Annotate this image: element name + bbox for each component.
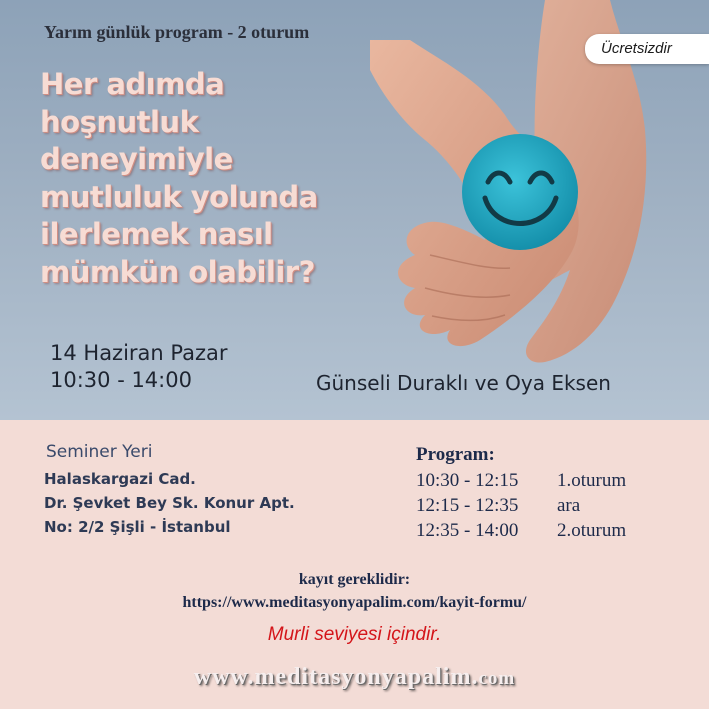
venue-label: Seminer Yeri [46,442,153,462]
event-time: 10:30 - 14:00 [50,368,192,392]
program-label: 1.oturum [557,470,627,491]
program-label: ara [557,495,581,516]
headline-line: ilerlemek nasıl [40,217,273,251]
program-title: Program: [416,444,495,465]
headline-line: hoşnutluk [40,104,199,139]
level-note: Murli seviyesi içindir. [267,624,442,645]
registration-link[interactable]: https://www.meditasyonyapalim.com/kayit-formu/ [182,594,527,611]
headline-line: mümkün olabilir? [40,254,315,289]
headline-line: deneyimiyle [40,142,233,176]
program-row [416,520,626,542]
venue-address-line: Dr. Şevket Bey Sk. Konur Apt. [44,494,295,512]
program-row [416,470,626,492]
venue-address-line: Halaskargazi Cad. [44,470,196,488]
website-tld: com [478,668,516,689]
registration-label: kayıt gereklidir: [298,571,411,588]
program-row [416,495,580,517]
program-type-line: Yarım günlük program - 2 oturum [44,22,310,42]
venue-address-line: No: 2/2 Şişli - İstanbul [44,518,231,536]
headline [40,66,380,291]
website-main: www.meditasyonyapalim. [193,664,479,690]
website-link[interactable] [0,664,709,691]
event-date: 14 Haziran Pazar [50,341,228,365]
program-time: 12:15 - 12:35 [416,495,519,516]
program-label: 2.oturum [557,520,627,541]
program-time: 10:30 - 12:15 [416,470,519,491]
program-time: 12:35 - 14:00 [416,520,519,541]
headline-line: mutluluk yolunda [40,179,318,214]
speakers: Günseli Duraklı ve Oya Eksen [316,371,611,395]
headline-line: Her adımda [40,67,225,101]
free-badge: Ücretsizdir [585,34,709,64]
event-date-time [50,340,228,394]
